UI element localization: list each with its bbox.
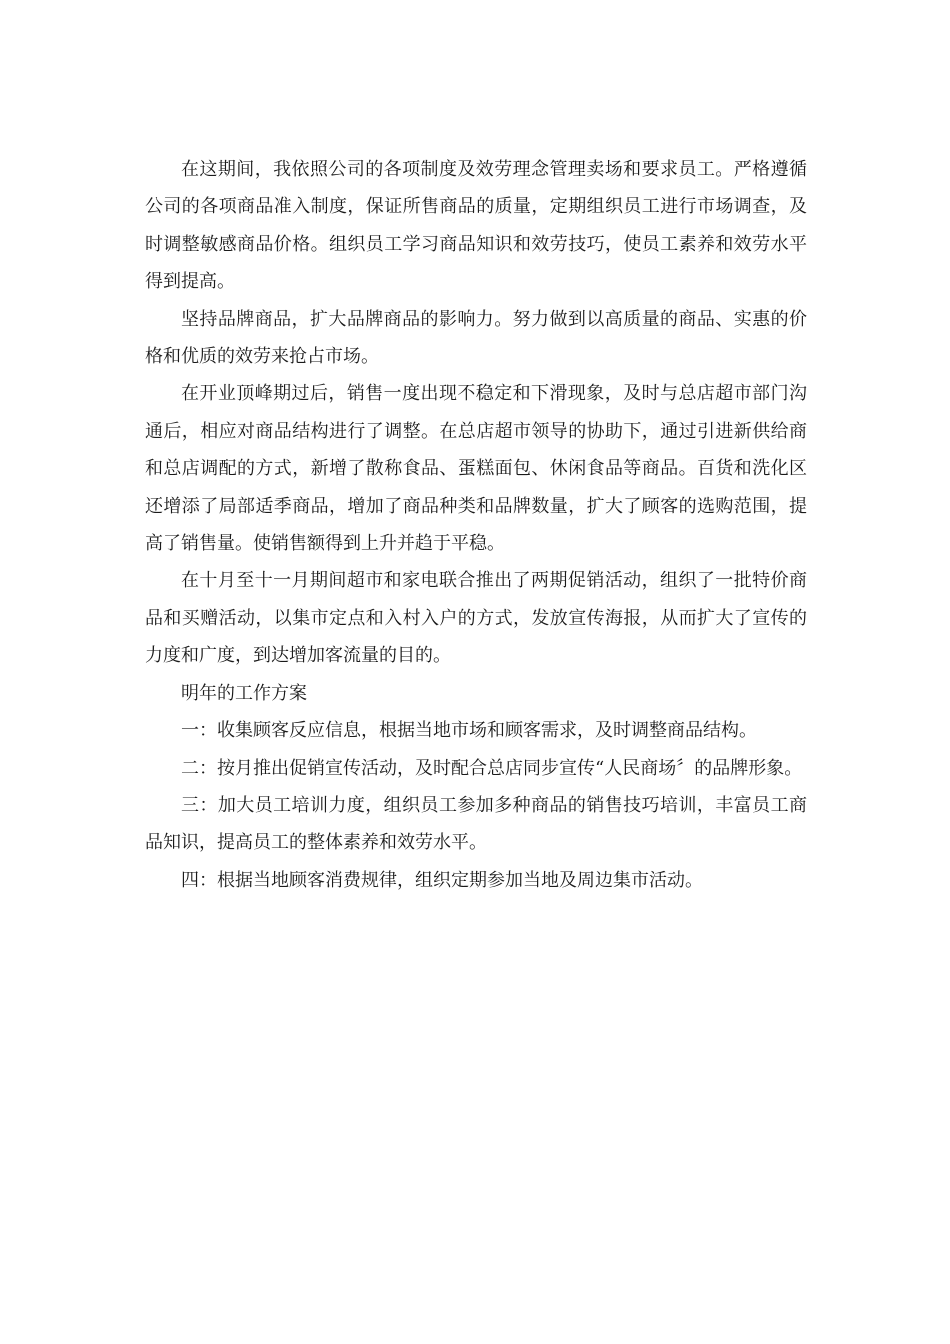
paragraph-brand: 坚持品牌商品，扩大品牌商品的影响力。努力做到以高质量的商品、实惠的价格和优质的效劳来抢占市场。 (145, 308, 807, 368)
paragraph-adjustment: 在开业顶峰期过后，销售一度出现不稳定和下滑现象，及时与总店超市部门沟通后，相应对商品结构进行了调整。在总店超市领导的协助下，通过引进新供给商和总店调配的方式，新增了散称食品、蛋糕面包、休闲食品等商品。百货和洗化区还增添了局部适季商品，增加了商品种类和品牌数量，扩大了顾客的选购范围，提高了销售量。使销售额得到上升并趋于平稳。 (145, 383, 807, 555)
plan-item-3: 三：加大员工培训力度，组织员工参加多种商品的销售技巧培训，丰富员工商品知识，提高员工的整体素养和效劳水平。 (145, 794, 807, 854)
paragraph-management: 在这期间，我依照公司的各项制度及效劳理念管理卖场和要求员工。严格遵循公司的各项商品准入制度，保证所售商品的质量，定期组织员工进行市场调查，及时调整敏感商品价格。组织员工学习商品知识和效劳技巧，使员工素养和效劳水平得到提高。 (145, 159, 807, 293)
plan-item-1: 一：收集顾客反应信息，根据当地市场和顾客需求，及时调整商品结构。 (181, 720, 757, 742)
section-heading-next-year-plan: 明年的工作方案 (181, 682, 307, 704)
plan-item-4: 四：根据当地顾客消费规律，组织定期参加当地及周边集市活动。 (181, 869, 703, 891)
paragraph-promotion: 在十月至十一月期间超市和家电联合推出了两期促销活动，组织了一批特价商品和买赠活动，以集市定点和入村入户的方式，发放宣传海报，从而扩大了宣传的力度和广度，到达增加客流量的目的。 (145, 570, 807, 667)
document-body (145, 151, 807, 899)
plan-item-2: 二：按月推出促销宣传活动，及时配合总店同步宣传“人民商场〞的品牌形象。 (181, 757, 803, 779)
